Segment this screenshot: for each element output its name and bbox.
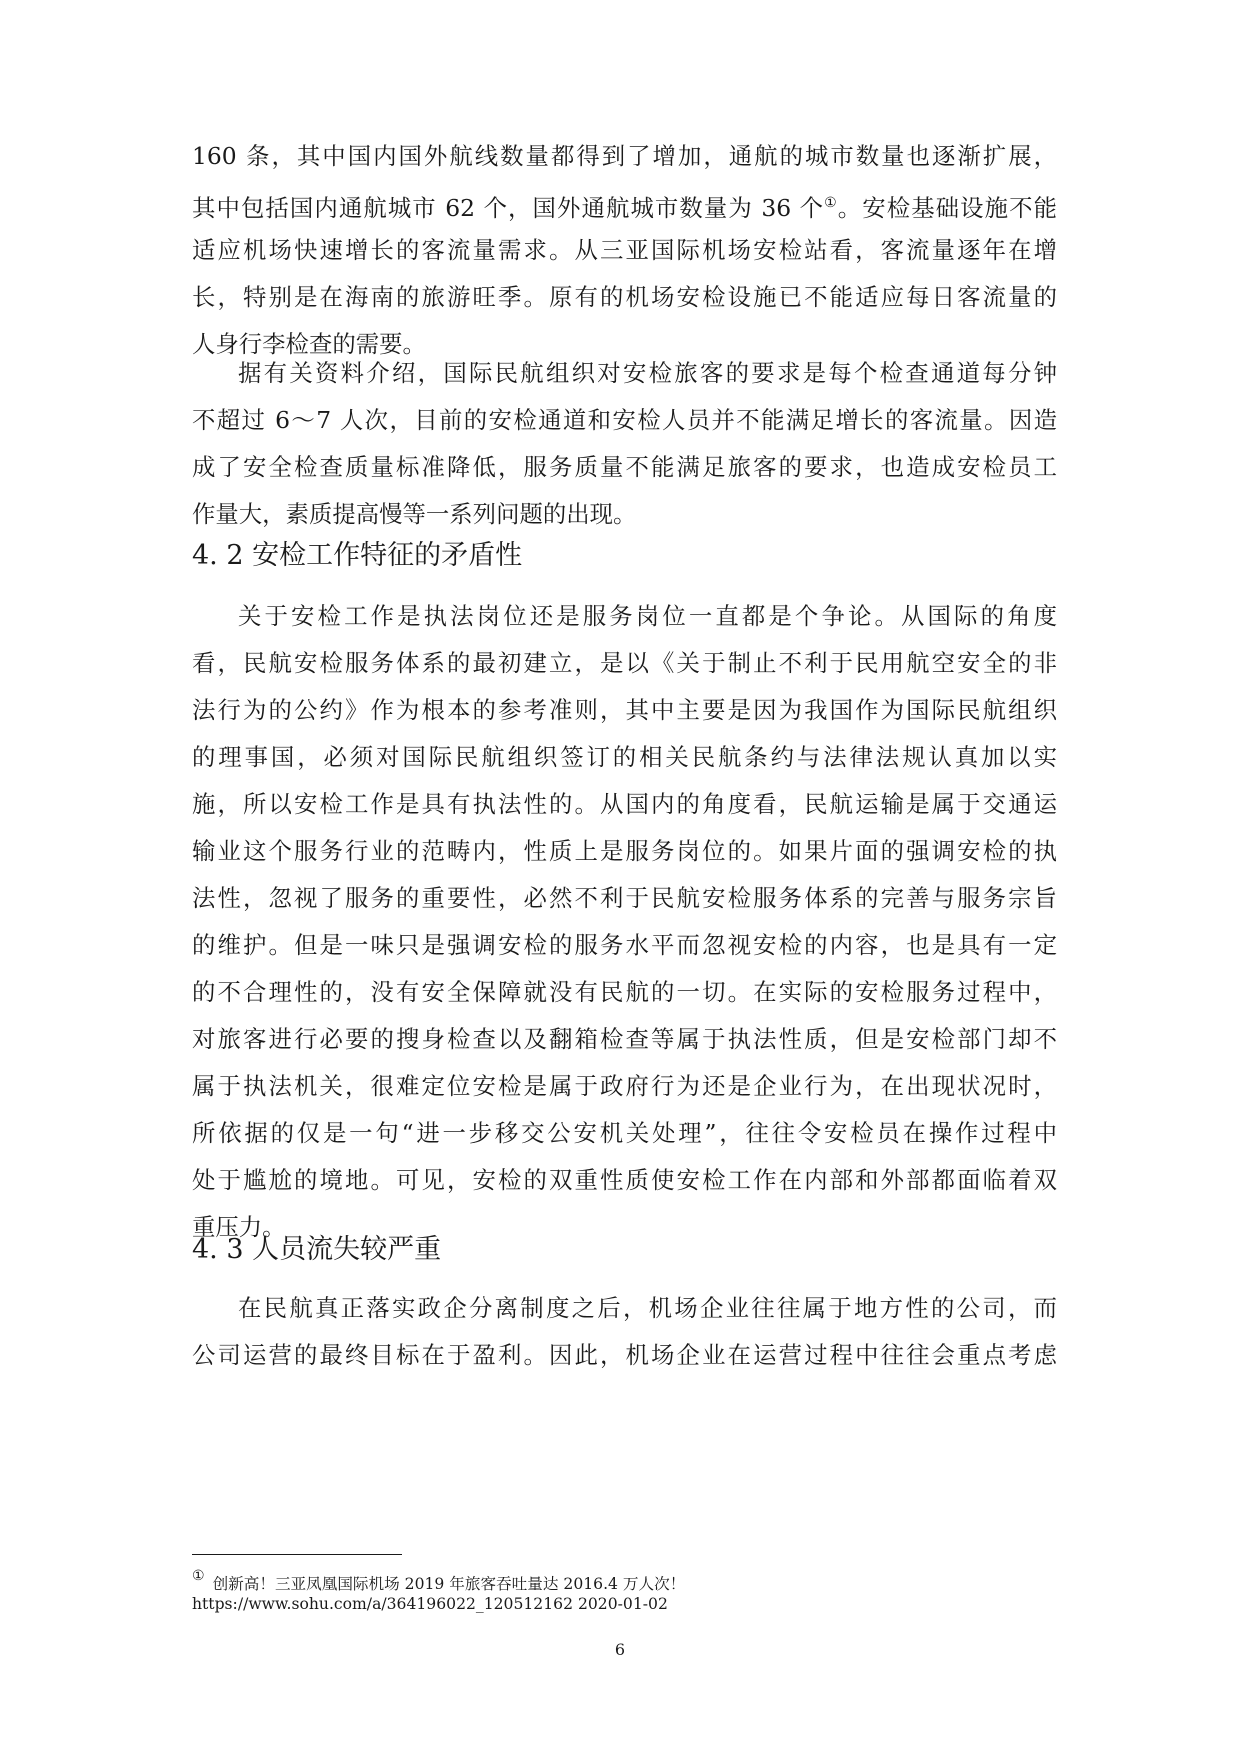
text-line: 关于安检工作是执法岗位还是服务岗位一直都是个争论。从国际的角度: [238, 602, 1057, 630]
text-line: 对旅客进行必要的搜身检查以及翻箱检查等属于执法性质，但是安检部门却不: [192, 1025, 1057, 1053]
text-segment: 。安检基础设施不能: [837, 194, 1057, 222]
text-line: 输业这个服务行业的范畴内，性质上是服务岗位的。如果片面的强调安检的执: [192, 837, 1057, 865]
text-line: 适应机场快速增长的客流量需求。从三亚国际机场安检站看，客流量逐年在增: [192, 236, 1057, 264]
footnote-text: 创新高！三亚凤凰国际机场 2019 年旅客吞吐量达 2016.4 万人次！: [212, 1575, 686, 1593]
footnote-url: https://www.sohu.com/a/364196022_120512162 2020-01-02: [192, 1595, 668, 1613]
text-line: 160 条，其中国内国外航线数量都得到了增加，通航的城市数量也逐渐扩展，: [192, 142, 1057, 170]
text-line: 法行为的公约》作为根本的参考准则，其中主要是因为我国作为国际民航组织: [192, 696, 1057, 724]
text-line: [192, 180, 1057, 227]
text-line: 在民航真正落实政企分离制度之后，机场企业往往属于地方性的公司，而: [238, 1294, 1057, 1322]
text-line: 属于执法机关，很难定位安检是属于政府行为还是企业行为，在出现状况时，: [192, 1072, 1057, 1100]
text-line: 施，所以安检工作是具有执法性的。从国内的角度看，民航运输是属于交通运: [192, 790, 1057, 818]
section-heading-4-2: 4. 2 安检工作特征的矛盾性: [192, 540, 523, 571]
text-line: 处于尴尬的境地。可见，安检的双重性质使安检工作在内部和外部都面临着双: [192, 1166, 1057, 1194]
paragraph-4: [192, 1285, 1057, 1379]
footnote-mark: ①: [192, 1568, 205, 1584]
text-line: 的不合理性的，没有安全保障就没有民航的一切。在实际的安检服务过程中，: [192, 978, 1057, 1006]
text-line: 的理事国，必须对国际民航组织签订的相关民航条约与法律法规认真加以实: [192, 743, 1057, 771]
footnote-mark: ①: [824, 195, 838, 211]
footnote-separator: [192, 1554, 402, 1555]
paragraph-1: [192, 133, 1057, 368]
text-segment: 其中包括国内通航城市 62 个，国外通航城市数量为 36 个: [192, 194, 825, 222]
text-line: 人身行李检查的需要。: [192, 330, 426, 358]
text-line: 的维护。但是一味只是强调安检的服务水平而忽视安检的内容，也是具有一定: [192, 931, 1057, 959]
text-line: 重压力。: [192, 1213, 286, 1241]
paragraph-2: [192, 350, 1057, 538]
text-line: 成了安全检查质量标准降低，服务质量不能满足旅客的要求，也造成安检员工: [192, 453, 1057, 481]
text-line: 不超过 6～7 人次，目前的安检通道和安检人员并不能满足增长的客流量。因造: [192, 406, 1057, 434]
text-line: 据有关资料介绍，国际民航组织对安检旅客的要求是每个检查通道每分钟: [238, 359, 1057, 387]
paragraph-3: [192, 593, 1057, 1251]
text-line: 作量大，素质提高慢等一系列问题的出现。: [192, 500, 637, 528]
text-line: 所依据的仅是一句“进一步移交公安机关处理”，往往令安检员在操作过程中: [192, 1119, 1057, 1147]
footnote: [192, 1562, 1057, 1618]
footnote-text-line: [192, 1562, 1057, 1593]
text-line: 长，特别是在海南的旅游旺季。原有的机场安检设施已不能适应每日客流量的: [192, 283, 1057, 311]
section-heading-4-3: 4. 3 人员流失较严重: [192, 1234, 442, 1265]
page-number: 6: [614, 1640, 626, 1659]
text-line: 看，民航安检服务体系的最初建立，是以《关于制止不利于民用航空安全的非: [192, 649, 1057, 677]
text-line: 公司运营的最终目标在于盈利。因此，机场企业在运营过程中往往会重点考虑: [192, 1341, 1057, 1369]
text-line: 法性，忽视了服务的重要性，必然不利于民航安检服务体系的完善与服务宗旨: [192, 884, 1057, 912]
